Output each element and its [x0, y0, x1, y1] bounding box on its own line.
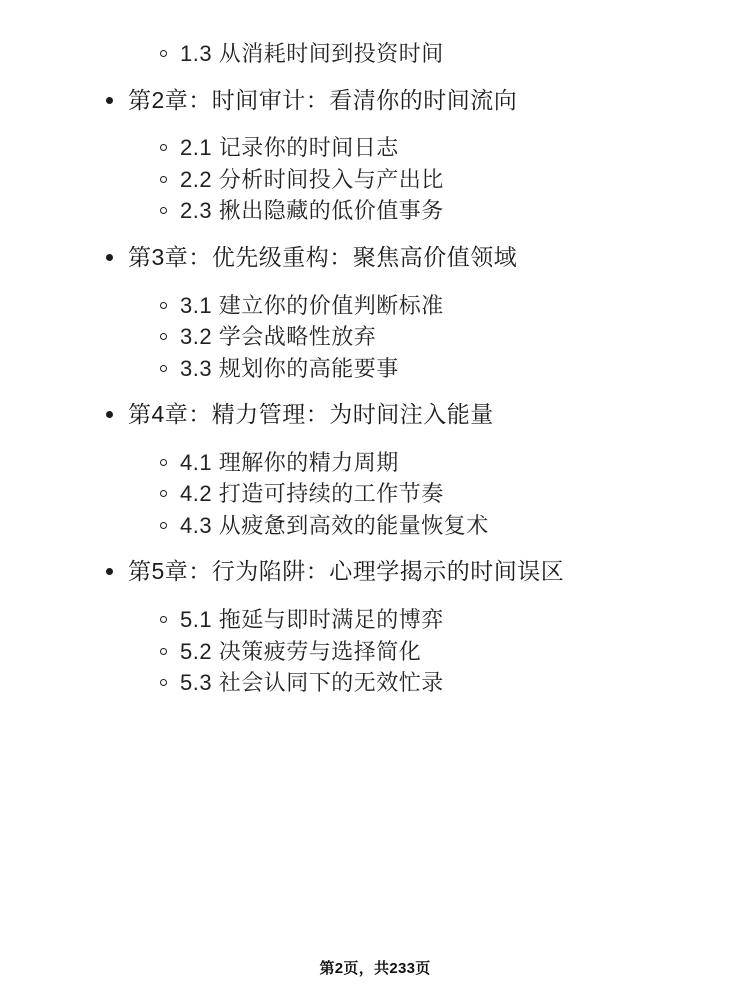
toc-entry-label: 2.2 分析时间投入与产出比: [180, 166, 444, 192]
toc-entry-label: 第4章：精力管理：为时间注入能量: [128, 401, 494, 427]
page-footer: [0, 957, 750, 978]
toc-entry-section[interactable]: [60, 449, 690, 477]
toc-entry-section[interactable]: [60, 669, 690, 697]
entry-spacer: [60, 120, 690, 134]
toc-entry-section[interactable]: [60, 292, 690, 320]
toc-entry-label: 3.2 学会战略性放弃: [180, 324, 377, 349]
entry-spacer: [60, 278, 690, 292]
toc-entry-chapter[interactable]: [60, 86, 690, 115]
toc-entry-chapter[interactable]: [60, 400, 690, 429]
hollow-bullet-icon: [160, 50, 167, 57]
hollow-bullet-icon: [160, 522, 167, 529]
entry-spacer: [60, 592, 690, 606]
entry-spacer: [60, 72, 690, 86]
hollow-bullet-icon: [160, 144, 167, 151]
hollow-bullet-icon: [160, 490, 167, 497]
footer-current-page: 2: [334, 960, 344, 977]
toc-entry-label: 第2章：时间审计：看清你的时间流向: [128, 86, 518, 113]
entry-spacer: [60, 543, 690, 557]
hollow-bullet-icon: [160, 302, 167, 309]
toc-entry-label: 3.3 规划你的高能要事: [180, 355, 399, 381]
toc-entry-section[interactable]: [60, 166, 690, 194]
toc-entry-section[interactable]: [60, 512, 690, 540]
toc-entry-label: 4.3 从疲惫到高效的能量恢复术: [180, 512, 489, 538]
hollow-bullet-icon: [160, 333, 167, 340]
toc-entry-label: 5.2 决策疲劳与选择简化: [180, 638, 422, 664]
toc-entry-label: 第5章：行为陷阱：心理学揭示的时间误区: [128, 558, 565, 585]
toc-entry-label: 5.1 拖延与即时满足的博弈: [180, 607, 444, 632]
hollow-bullet-icon: [160, 207, 167, 214]
toc-entry-chapter[interactable]: [60, 243, 690, 272]
footer-prefix: 第: [319, 960, 335, 977]
toc-entry-label: 1.3 从消耗时间到投资时间: [180, 41, 444, 66]
toc-entry-section[interactable]: [60, 40, 690, 68]
toc-entry-section[interactable]: [60, 197, 690, 225]
toc-entry-section[interactable]: [60, 480, 690, 508]
toc-entry-section[interactable]: [60, 134, 690, 162]
filled-bullet-icon: [106, 411, 113, 418]
footer-suffix: 页: [415, 960, 431, 977]
filled-bullet-icon: [106, 254, 113, 261]
toc-entry-label: 4.1 理解你的精力周期: [180, 449, 399, 475]
toc-entry-label: 2.1 记录你的时间日志: [180, 135, 399, 161]
hollow-bullet-icon: [160, 365, 167, 372]
entry-spacer: [60, 435, 690, 449]
hollow-bullet-icon: [160, 459, 167, 466]
toc-entry-label: 5.3 社会认同下的无效忙录: [180, 670, 444, 695]
toc-entry-section[interactable]: [60, 606, 690, 634]
table-of-contents: [60, 40, 690, 697]
hollow-bullet-icon: [160, 648, 167, 655]
filled-bullet-icon: [106, 97, 113, 104]
entry-spacer: [60, 229, 690, 243]
toc-entry-section[interactable]: [60, 355, 690, 383]
toc-entry-label: 第3章：优先级重构：聚焦高价值领域: [128, 243, 518, 270]
entry-spacer: [60, 386, 690, 400]
filled-bullet-icon: [106, 568, 113, 575]
footer-middle: 页，共: [343, 960, 390, 977]
hollow-bullet-icon: [160, 679, 167, 686]
toc-entry-label: 2.3 揪出隐藏的低价值事务: [180, 198, 444, 224]
hollow-bullet-icon: [160, 616, 167, 623]
toc-entry-chapter[interactable]: [60, 557, 690, 586]
toc-entry-section[interactable]: [60, 323, 690, 351]
hollow-bullet-icon: [160, 176, 167, 183]
toc-entry-label: 3.1 建立你的价值判断标准: [180, 292, 444, 318]
footer-total-pages: 233: [389, 960, 416, 977]
toc-entry-section[interactable]: [60, 638, 690, 666]
toc-entry-label: 4.2 打造可持续的工作节奏: [180, 481, 444, 507]
